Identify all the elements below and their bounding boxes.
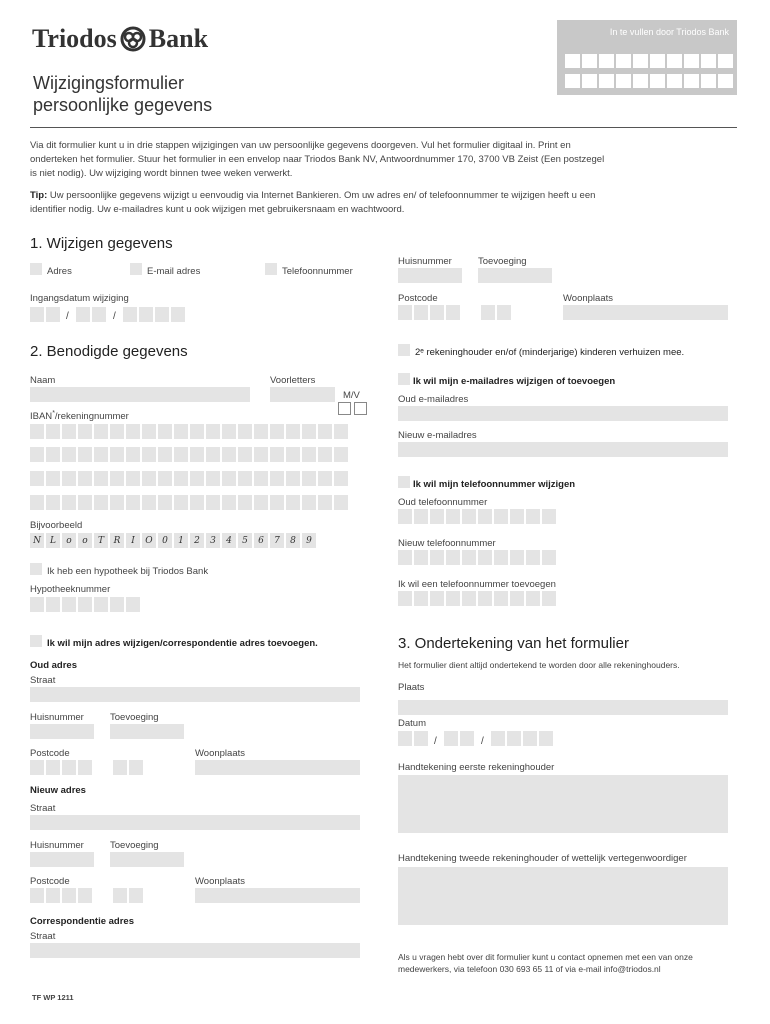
nieuw-toevoeging-field[interactable]: [110, 852, 184, 867]
iban-example-char: 8: [286, 533, 300, 548]
handtekening-tweede-field[interactable]: [398, 867, 728, 925]
nieuw-postcode-digits[interactable]: [30, 888, 92, 903]
iban-field-2[interactable]: [30, 447, 348, 462]
iban-example-char: 4: [222, 533, 236, 548]
checkbox-adres-wijzigen[interactable]: [30, 635, 42, 647]
section2-title: 2. Benodigde gegevens: [30, 343, 188, 360]
nieuw-straat-field[interactable]: [30, 815, 360, 830]
label-tweede-rekeninghouder: 2ᵉ rekeninghouder en/of (minderjarige) kinderen verhuizen mee.: [415, 347, 685, 358]
page-title-line2: persoonlijke gegevens: [33, 95, 213, 115]
oud-huisnummer-field[interactable]: [30, 724, 94, 739]
nieuw-email-field[interactable]: [398, 442, 728, 457]
label-toevoeging: Toevoeging: [110, 840, 159, 851]
label-toevoeging: Toevoeging: [110, 712, 159, 723]
office-use-cells-row2: [565, 74, 733, 88]
iban-example-char: O: [142, 533, 156, 548]
iban-field-3[interactable]: [30, 471, 348, 486]
triodos-emblem-icon: [120, 26, 146, 52]
iban-example-char: o: [78, 533, 92, 548]
nieuw-huisnummer-field[interactable]: [30, 852, 94, 867]
label-telefoon-wijzigen: Ik wil mijn telefoonnummer wijzigen: [413, 479, 576, 490]
iban-example-char: R: [110, 533, 124, 548]
page-title: [33, 72, 212, 116]
toevoeging-field[interactable]: [478, 268, 552, 283]
checkbox-vrouw[interactable]: [354, 402, 367, 415]
label-woonplaats: Woonplaats: [195, 748, 245, 759]
office-use-box: [557, 20, 737, 95]
voorletters-field[interactable]: [270, 387, 335, 402]
label-telefoon-toevoegen: Ik wil een telefoonnummer toevoegen: [398, 579, 556, 590]
nieuw-telefoon-field[interactable]: [398, 550, 556, 565]
checkbox-email-wijzigen[interactable]: [398, 373, 410, 385]
iban-example-char: 2: [190, 533, 204, 548]
checkbox-telefoon[interactable]: [265, 263, 277, 275]
label-voorletters: Voorletters: [270, 375, 316, 386]
naam-field[interactable]: [30, 387, 250, 402]
label-hypotheeknummer: Hypotheeknummer: [30, 584, 111, 595]
section3-title: 3. Ondertekening van het formulier: [398, 635, 629, 652]
iban-example-char: 9: [302, 533, 316, 548]
iban-example-char: 6: [254, 533, 268, 548]
label-oud-email: Oud e-mailadres: [398, 394, 469, 405]
label-email-wijzigen: Ik wil mijn e-mailadres wijzigen of toevoegen: [413, 376, 616, 387]
label-huisnummer: Huisnummer: [30, 712, 84, 723]
oud-postcode-digits[interactable]: [30, 760, 92, 775]
label-iban: IBAN*/rekeningnummer: [30, 410, 129, 423]
label-handtekening-tweede: Handtekening tweede rekeninghouder of wettelijk vertegenwoordiger: [398, 853, 687, 864]
label-postcode: Postcode: [30, 748, 70, 759]
iban-example-char: 1: [174, 533, 188, 548]
office-use-label: In te vullen door Triodos Bank: [609, 27, 729, 37]
oud-telefoon-field[interactable]: [398, 509, 556, 524]
postcode-letters[interactable]: [481, 305, 511, 320]
label-naam: Naam: [30, 375, 56, 386]
label-hypotheek: Ik heb een hypotheek bij Triodos Bank: [47, 566, 209, 577]
checkbox-man[interactable]: [338, 402, 351, 415]
oud-postcode-letters[interactable]: [113, 760, 143, 775]
tip-label: Tip:: [30, 190, 48, 201]
oud-straat-field[interactable]: [30, 687, 360, 702]
label-nieuw-telefoon: Nieuw telefoonnummer: [398, 538, 496, 549]
office-use-cells-row1: [565, 54, 733, 68]
ingangsdatum-month[interactable]: [76, 307, 106, 322]
label-datum: Datum: [398, 718, 426, 729]
datum-month[interactable]: [444, 731, 474, 746]
woonplaats-field[interactable]: [563, 305, 728, 320]
huisnummer-field[interactable]: [398, 268, 462, 283]
intro-text: Via dit formulier kunt u in drie stappen wijzigingen van uw persoonlijke gegevens doorgeven. Vul het formulier digitaal in. Print en onderteken het formulier. Stuur het formulier in een envelop naar Triodos Bank NV, Antwoordnummer 170, 3700 VB Zeist (Een postzegel is niet nodig). Uw wijziging wordt binnen twee weken verwerkt.: [30, 140, 605, 179]
signature-note: Het formulier dient altijd ondertekend te worden door alle rekeninghouders.: [398, 660, 680, 670]
header-divider: [30, 127, 737, 128]
iban-example: [30, 533, 316, 548]
triodos-logo: [32, 24, 208, 54]
iban-example-char: o: [62, 533, 76, 548]
label-adres: Adres: [47, 266, 72, 277]
iban-example-char: 0: [158, 533, 172, 548]
iban-example-char: L: [46, 533, 60, 548]
date-separator: /: [113, 311, 116, 322]
label-postcode: Postcode: [30, 876, 70, 887]
iban-field-1[interactable]: [30, 424, 348, 439]
hypotheeknummer-field[interactable]: [30, 597, 140, 612]
label-email: E-mail adres: [147, 266, 201, 277]
iban-example-char: 5: [238, 533, 252, 548]
ingangsdatum-day[interactable]: [30, 307, 60, 322]
iban-example-char: N: [30, 533, 44, 548]
datum-year[interactable]: [491, 731, 553, 746]
form-code: TF WP 1211: [32, 993, 74, 1002]
nieuw-woonplaats-field[interactable]: [195, 888, 360, 903]
nieuw-adres-heading: Nieuw adres: [30, 785, 86, 796]
correspondentie-straat-field[interactable]: [30, 943, 360, 958]
oud-toevoeging-field[interactable]: [110, 724, 184, 739]
logo-text-left: Triodos: [32, 24, 117, 53]
iban-example-char: T: [94, 533, 108, 548]
telefoon-toevoegen-field[interactable]: [398, 591, 556, 606]
correspondentie-adres-heading: Correspondentie adres: [30, 916, 134, 927]
label-bijvoorbeeld: Bijvoorbeeld: [30, 520, 83, 531]
iban-example-char: 7: [270, 533, 284, 548]
label-ingangsdatum: Ingangsdatum wijziging: [30, 293, 129, 304]
label-huisnummer: Huisnummer: [30, 840, 84, 851]
checkbox-email[interactable]: [130, 263, 142, 275]
plaats-field[interactable]: [398, 700, 728, 715]
logo-text-right: Bank: [148, 24, 209, 53]
label-straat: Straat: [30, 675, 56, 686]
handtekening-eerste-field[interactable]: [398, 775, 728, 833]
label-straat: Straat: [30, 803, 56, 814]
nieuw-postcode-letters[interactable]: [113, 888, 143, 903]
iban-field-4[interactable]: [30, 495, 348, 510]
tip-text: Tip: Uw persoonlijke gegevens wijzigt u eenvoudig via Internet Bankieren. Om uw adres en/ of telefoonnummer te wijzigen heeft u een identifier nodig. Uw e-mailadres kunt u ook wijzigen met gebruikersnaam en wachtwoord.: [30, 190, 596, 215]
date-separator: /: [481, 736, 484, 747]
datum-day[interactable]: [398, 731, 428, 746]
label-oud-telefoon: Oud telefoonnummer: [398, 497, 488, 508]
postcode-digits[interactable]: [398, 305, 460, 320]
date-separator: /: [434, 736, 437, 747]
label-woonplaats: Woonplaats: [563, 293, 613, 304]
label-telefoon: Telefoonnummer: [282, 266, 353, 277]
ingangsdatum-year[interactable]: [123, 307, 185, 322]
iban-example-char: I: [126, 533, 140, 548]
label-toevoeging: Toevoeging: [478, 256, 527, 267]
checkbox-adres[interactable]: [30, 263, 42, 275]
label-handtekening-eerste: Handtekening eerste rekeninghouder: [398, 762, 555, 773]
label-postcode: Postcode: [398, 293, 438, 304]
contact-info: Als u vragen hebt over dit formulier kunt u contact opnemen met een van onze medewerkers, via telefoon 030 693 65 11 of via e-mail info@triodos.nl: [398, 952, 693, 974]
checkbox-tweede-rekeninghouder[interactable]: [398, 344, 410, 356]
label-plaats: Plaats: [398, 682, 425, 693]
section1-title: 1. Wijzigen gegevens: [30, 235, 173, 252]
label-nieuw-email: Nieuw e-mailadres: [398, 430, 477, 441]
oud-adres-heading: Oud adres: [30, 660, 77, 671]
oud-email-field[interactable]: [398, 406, 728, 421]
label-straat: Straat: [30, 931, 56, 942]
label-huisnummer: Huisnummer: [398, 256, 452, 267]
checkbox-telefoon-wijzigen[interactable]: [398, 476, 410, 488]
page-title-line1: Wijzigingsformulier: [33, 73, 185, 93]
checkbox-hypotheek[interactable]: [30, 563, 42, 575]
label-adres-wijzigen: Ik wil mijn adres wijzigen/correspondentie adres toevoegen.: [47, 638, 318, 649]
iban-example-char: 3: [206, 533, 220, 548]
label-woonplaats: Woonplaats: [195, 876, 245, 887]
oud-woonplaats-field[interactable]: [195, 760, 360, 775]
label-mv: M/V: [343, 390, 360, 401]
date-separator: /: [66, 311, 69, 322]
